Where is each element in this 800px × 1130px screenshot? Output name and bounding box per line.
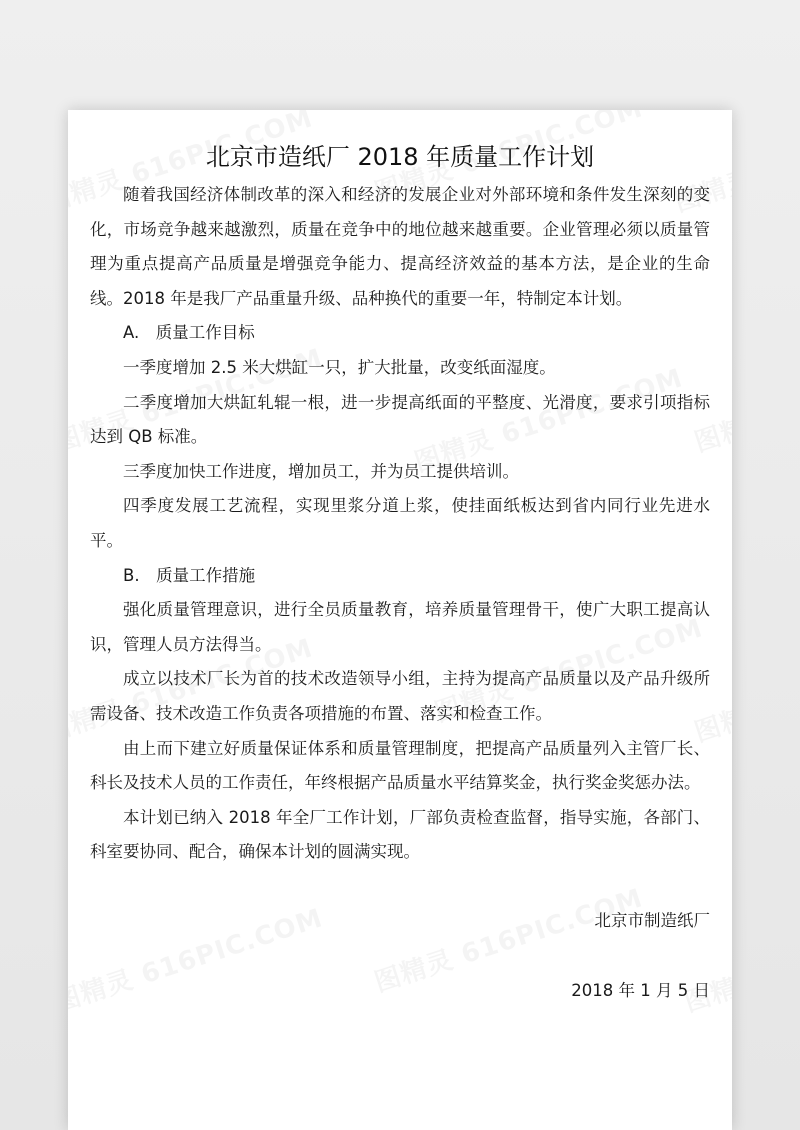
intro-paragraph: 随着我国经济体制改革的深入和经济的发展企业对外部环境和条件发生深刻的变化，市场竞争越来越激烈，质量在竞争中的地位越来越重要。企业管理必须以质量管理为重点提高产品质量是增强竞争能力、提高经济效益的基本方法，是企业的生命线。2018 年是我厂产品重量升级、品种换代的重要一年，特制定本计划。 bbox=[90, 185, 710, 308]
section-a-item: 二季度增加大烘缸轧辊一根，进一步提高纸面的平整度、光滑度，要求引项指标达到 QB 标准。 bbox=[90, 392, 710, 447]
closing-paragraph: 本计划已纳入 2018 年全厂工作计划，厂部负责检查监督，指导实施，各部门、科室要协同、配合，确保本计划的圆满实现。 bbox=[90, 807, 710, 862]
signature-date: 2018 年 1 月 5 日 bbox=[571, 980, 710, 1000]
signature-organization: 北京市制造纸厂 bbox=[594, 910, 710, 930]
document-sheet bbox=[68, 110, 732, 1130]
section-b-item: 强化质量管理意识，进行全员质量教育，培养质量管理骨干，使广大职工提高认识，管理人员方法得当。 bbox=[90, 600, 710, 654]
section-a-item: 一季度增加 2.5 米大烘缸一只，扩大批量，改变纸面湿度。 bbox=[123, 357, 556, 377]
document-body bbox=[90, 140, 710, 1008]
section-a-item: 三季度加快工作进度，增加员工，并为员工提供培训。 bbox=[123, 461, 519, 481]
section-b-item: 由上而下建立好质量保证体系和质量管理制度，把提高产品质量列入主管厂长、科长及技术人员的工作责任，年终根据产品质量水平结算奖金，执行奖金奖惩办法。 bbox=[90, 738, 710, 793]
document-title: 北京市造纸厂 2018 年质量工作计划 bbox=[205, 143, 595, 171]
section-a-item: 四季度发展工艺流程，实现里浆分道上浆，使挂面纸板达到省内同行业先进水平。 bbox=[90, 496, 710, 550]
section-b-heading: B. 质量工作措施 bbox=[123, 565, 256, 585]
section-a-heading: A. 质量工作目标 bbox=[123, 323, 255, 343]
section-b-item: 成立以技术厂长为首的技术改造领导小组，主持为提高产品质量以及产品升级所需设备、技术改造工作负责各项措施的布置、落实和检查工作。 bbox=[90, 669, 710, 723]
